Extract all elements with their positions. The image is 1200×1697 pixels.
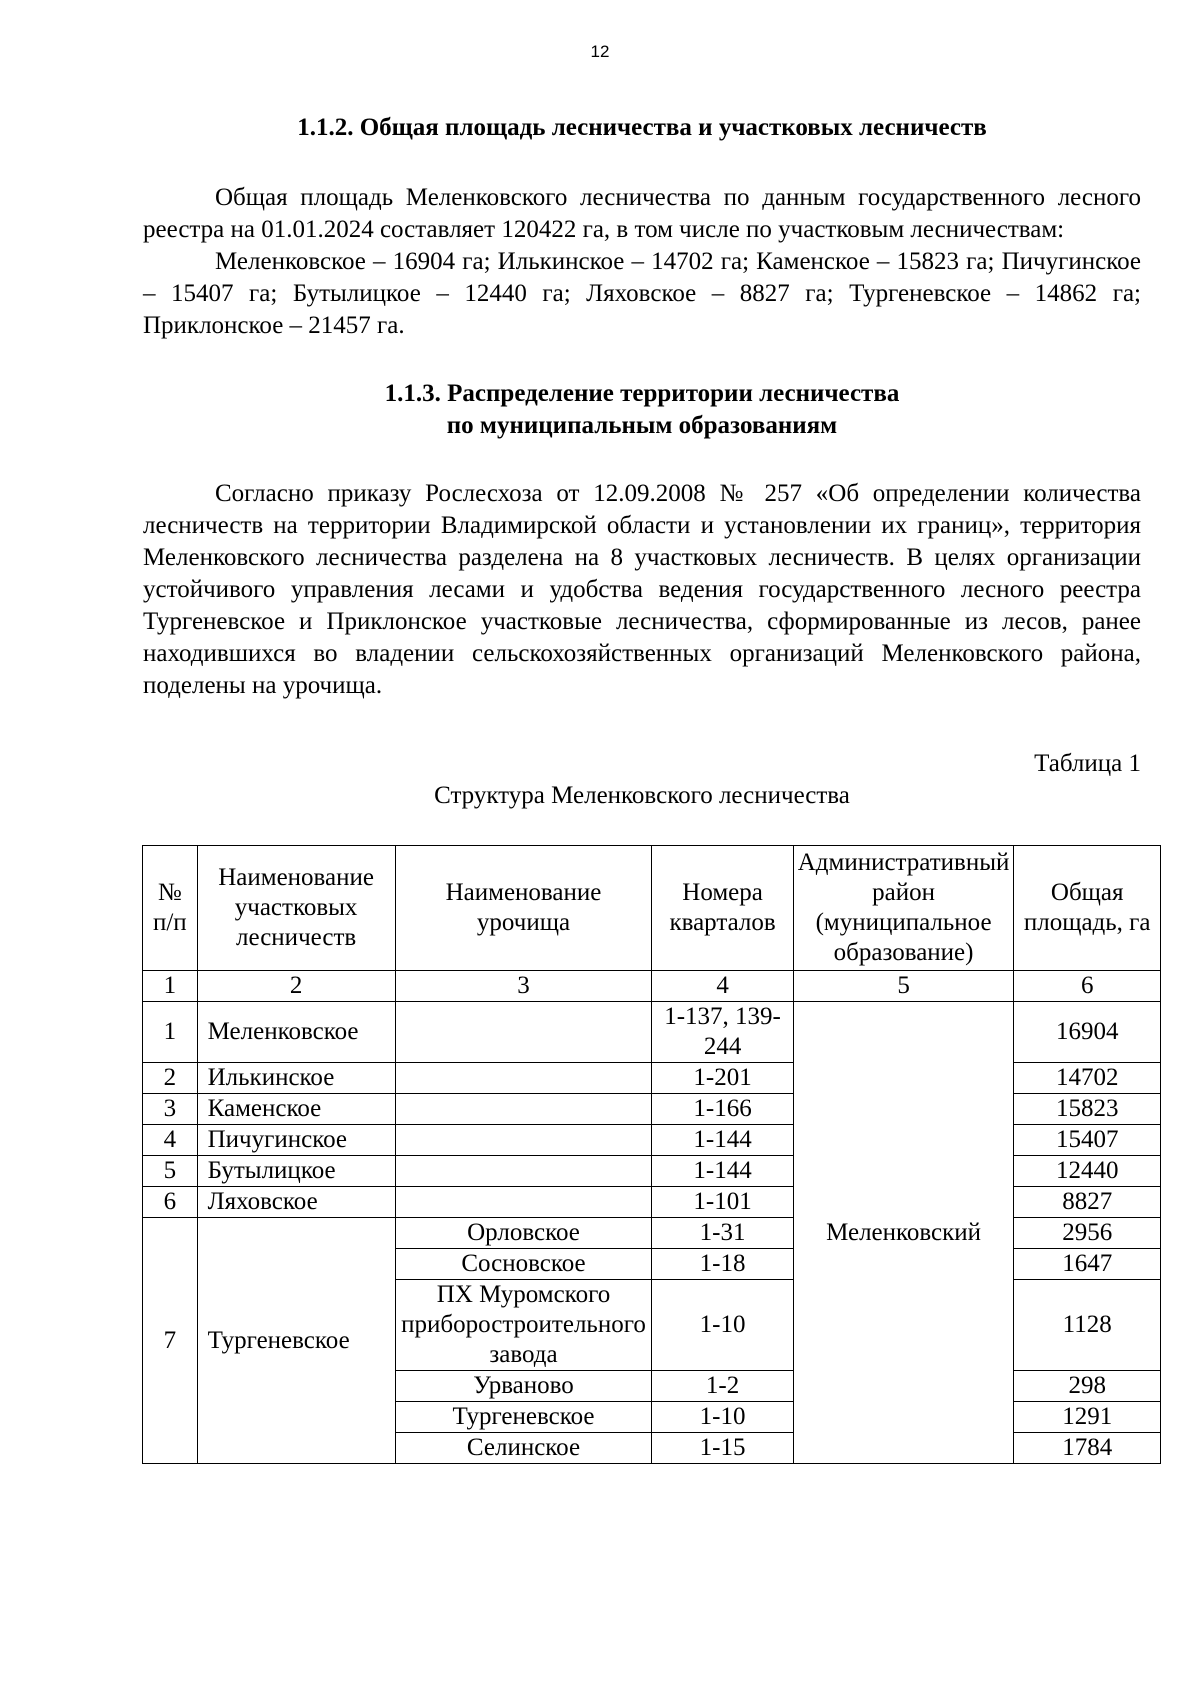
cell-name: Илькинское: [197, 1063, 395, 1094]
table-label: Таблица 1: [1034, 750, 1141, 777]
cell-name: Пичугинское: [197, 1125, 395, 1156]
cell-tract: [395, 1063, 652, 1094]
cell-area: 2956: [1014, 1218, 1161, 1249]
cell-quarters: 1-10: [652, 1402, 793, 1433]
cell-num: 2: [143, 1063, 198, 1094]
header-quarters: Номера кварталов: [652, 846, 793, 971]
cell-tract: [395, 1094, 652, 1125]
cell-quarters: 1-201: [652, 1063, 793, 1094]
cell-tract: Селинское: [395, 1433, 652, 1464]
column-number: 1: [143, 971, 198, 1002]
cell-quarters: 1-144: [652, 1156, 793, 1187]
cell-name: Меленковское: [197, 1002, 395, 1063]
cell-tract: [395, 1187, 652, 1218]
section-heading-total-area: 1.1.2. Общая площадь лесничества и участковых лесничеств: [297, 114, 987, 141]
document-body: [143, 112, 1151, 1464]
column-number: 6: [1014, 971, 1161, 1002]
cell-area: 1128: [1014, 1280, 1161, 1371]
cell-tract: [395, 1002, 652, 1063]
cell-quarters: 1-18: [652, 1249, 793, 1280]
cell-num: 7: [143, 1218, 198, 1464]
cell-area: 298: [1014, 1371, 1161, 1402]
cell-name: Ляховское: [197, 1187, 395, 1218]
column-number: 3: [395, 971, 652, 1002]
cell-num: 1: [143, 1002, 198, 1063]
column-number-row: [143, 971, 1161, 1002]
table-title: Структура Меленковского лесничества: [434, 782, 850, 809]
header-district: Административный район (муниципальное образование): [793, 846, 1014, 971]
cell-area: 15407: [1014, 1125, 1161, 1156]
cell-district: Меленковский: [793, 1002, 1014, 1464]
section-heading-line-1: 1.1.3. Распределение территории лесничества: [384, 380, 900, 407]
cell-tract: Орловское: [395, 1218, 652, 1249]
cell-area: 8827: [1014, 1187, 1161, 1218]
header-name: Наименование участковых лесничеств: [197, 846, 395, 971]
cell-num: 5: [143, 1156, 198, 1187]
cell-quarters: 1-31: [652, 1218, 793, 1249]
table-row: [143, 1002, 1161, 1063]
cell-area: 1647: [1014, 1249, 1161, 1280]
cell-name: Бутылицкое: [197, 1156, 395, 1187]
cell-quarters: 1-144: [652, 1125, 793, 1156]
cell-num: 3: [143, 1094, 198, 1125]
cell-name: Каменское: [197, 1094, 395, 1125]
cell-name: Тургеневское: [197, 1218, 395, 1464]
section-heading-line-2: по муниципальным образованиям: [446, 412, 838, 439]
cell-area: 15823: [1014, 1094, 1161, 1125]
table-header-row: [143, 846, 1161, 971]
cell-quarters: 1-166: [652, 1094, 793, 1125]
cell-quarters: 1-10: [652, 1280, 793, 1371]
header-area: Общая площадь, га: [1014, 846, 1161, 971]
cell-tract: Тургеневское: [395, 1402, 652, 1433]
cell-num: 6: [143, 1187, 198, 1218]
cell-tract: [395, 1156, 652, 1187]
cell-quarters: 1-101: [652, 1187, 793, 1218]
cell-tract: Урваново: [395, 1371, 652, 1402]
cell-area: 12440: [1014, 1156, 1161, 1187]
cell-quarters: 1-137, 139-244: [652, 1002, 793, 1063]
cell-tract: [395, 1125, 652, 1156]
cell-tract: ПХ Муромского приборостроительного завода: [395, 1280, 652, 1371]
cell-area: 1291: [1014, 1402, 1161, 1433]
paragraph-total-area: Общая площадь Меленковского лесничества по данным государственного лесного реестра на 01.01.2024 составляет 120422 га, в том числе по участковым лесничествам:: [143, 184, 1141, 243]
cell-quarters: 1-15: [652, 1433, 793, 1464]
cell-tract: Сосновское: [395, 1249, 652, 1280]
cell-num: 4: [143, 1125, 198, 1156]
column-number: 5: [793, 971, 1014, 1002]
cell-area: 1784: [1014, 1433, 1161, 1464]
page-number: 12: [590, 42, 610, 61]
paragraph-order: Согласно приказу Рослесхоза от 12.09.2008 № 257 «Об определении количества лесничеств на территории Владимирской области и установлении их границ», территория Меленковского лесничества разделена на 8 участковых лесничеств. В целях организации устойчивого управления лесами и удобства ведения государственного лесного реестра Тургеневское и Приклонское участковые лесничества, сформированные из лесов, ранее находившихся во владении сельскохозяйственных организаций Меленковского района, поделены на урочища.: [143, 480, 1141, 699]
cell-area: 14702: [1014, 1063, 1161, 1094]
column-number: 4: [652, 971, 793, 1002]
structure-table: [142, 845, 1161, 1464]
cell-area: 16904: [1014, 1002, 1161, 1063]
column-number: 2: [197, 971, 395, 1002]
paragraph-areas-by-district: Меленковское – 16904 га; Илькинское – 14702 га; Каменское – 15823 га; Пичугинское – 15407 га; Бутылицкое – 12440 га; Ляховское – 8827 га; Тургеневское – 14862 га; Приклонское – 21457 га.: [143, 248, 1141, 339]
header-tract: Наименование урочища: [395, 846, 652, 971]
section-heading-distribution: [143, 378, 1141, 442]
cell-quarters: 1-2: [652, 1371, 793, 1402]
header-num: № п/п: [143, 846, 198, 971]
